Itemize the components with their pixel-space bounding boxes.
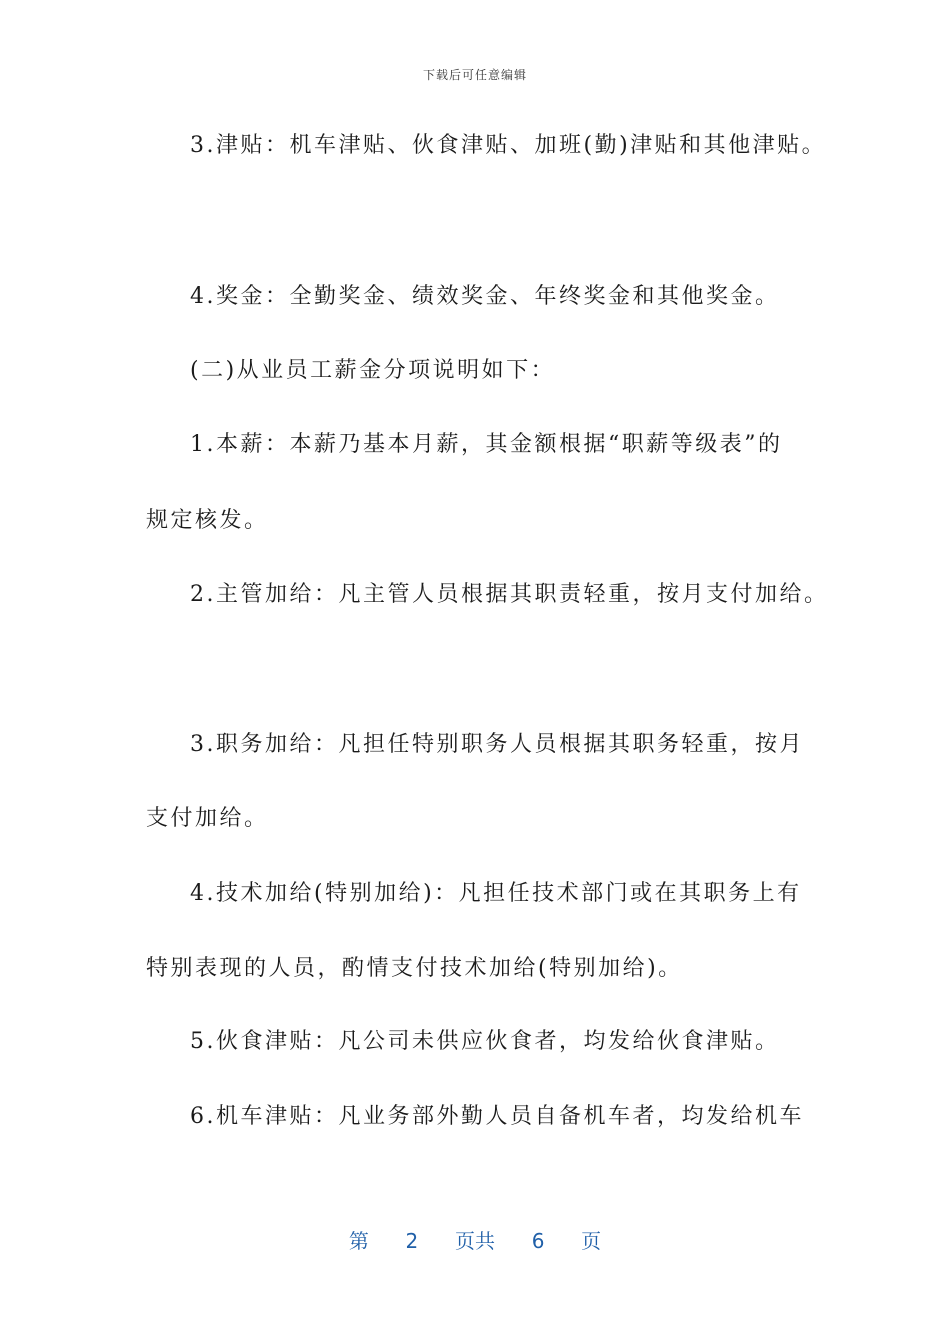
footer-total-pages: 6 [531,1229,545,1253]
footer-suffix: 页 [581,1229,602,1253]
paragraph-supervisor-allowance: 2.主管加给：凡主管人员根据其职责轻重，按月支付加给。 [190,582,829,607]
page-header-note: 下载后可任意编辑 [422,68,527,82]
paragraph-base-salary: 1.本薪：本薪乃基本月薪，其金额根据“职薪等级表”的 [190,432,783,457]
paragraph-vehicle-allowance: 6.机车津贴：凡业务部外勤人员自备机车者，均发给机车 [190,1104,804,1129]
footer-middle: 页共 [455,1229,495,1253]
paragraph-meal-allowance: 5.伙食津贴：凡公司未供应伙食者，均发给伙食津贴。 [190,1029,780,1054]
paragraph-duty-allowance-cont: 支付加给。 [146,806,269,831]
paragraph-technical-allowance-cont: 特别表现的人员，酌情支付技术加给(特别加给)。 [146,956,683,981]
paragraph-bonuses: 4.奖金：全勤奖金、绩效奖金、年终奖金和其他奖金。 [190,284,780,309]
section-heading-salary-items: (二)从业员工薪金分项说明如下： [190,358,556,383]
page-number-footer [0,1225,950,1254]
footer-prefix: 第 [348,1229,369,1253]
paragraph-technical-allowance: 4.技术加给(特别加给)：凡担任技术部门或在其职务上有 [190,881,802,906]
paragraph-duty-allowance: 3.职务加给：凡担任特别职务人员根据其职务轻重，按月 [190,732,804,757]
paragraph-allowances: 3.津贴：机车津贴、伙食津贴、加班(勤)津贴和其他津贴。 [190,133,827,158]
footer-current-page: 2 [405,1229,419,1253]
paragraph-base-salary-cont: 规定核发。 [146,508,269,533]
